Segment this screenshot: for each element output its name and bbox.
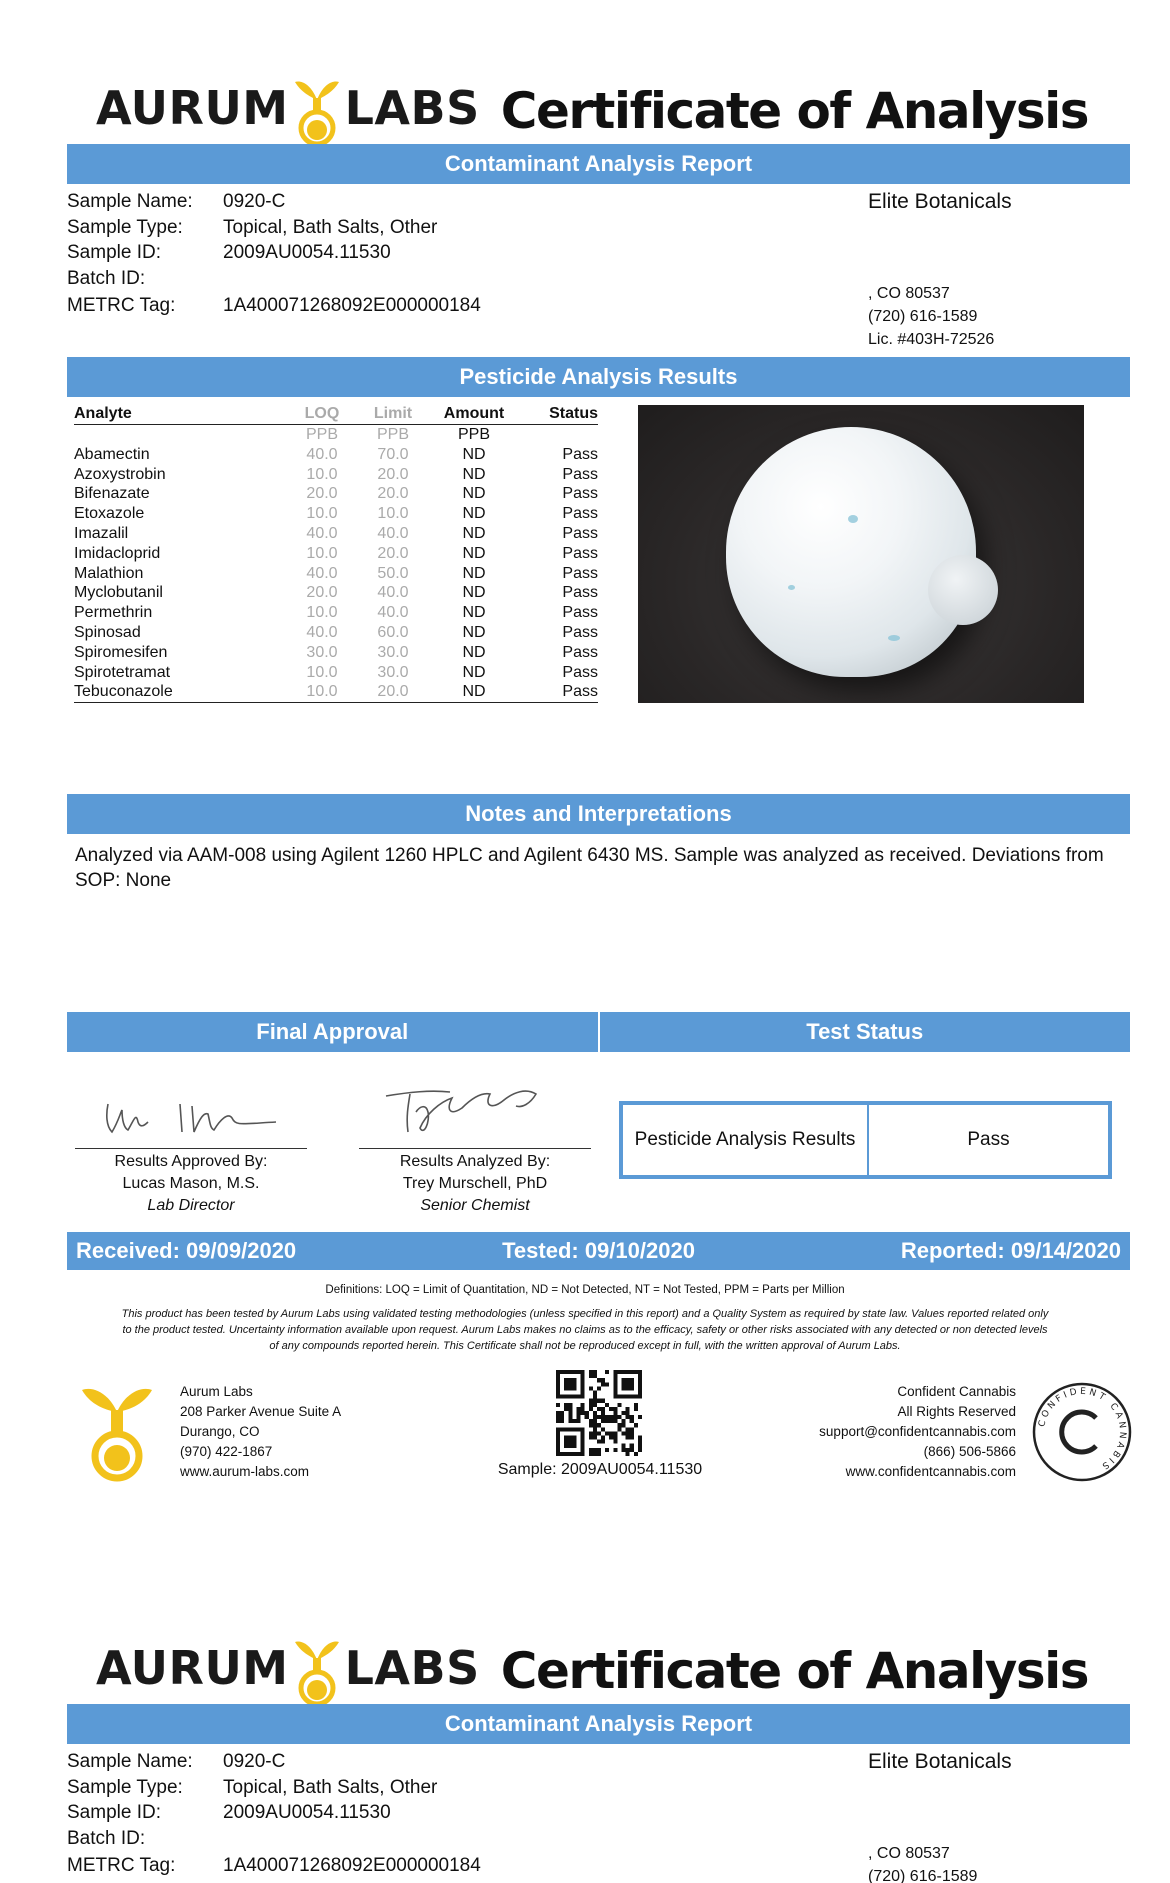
analyte-cell: Etoxazole [74,505,145,523]
bath-bomb-bump [928,555,998,625]
sample-id-label: Sample ID: [67,242,161,263]
amount-cell: ND [424,682,524,702]
lab-street: 208 Parker Avenue Suite A [180,1404,342,1419]
amount-cell: ND [462,643,486,661]
limit-cell: 20.0 [377,544,409,562]
table-row [74,623,598,643]
analyte-cell: Spiromesifen [74,643,168,661]
notes-bar: Notes and Interpretations [67,794,1130,834]
logo-text-left: AURUM [96,81,289,135]
limit-cell: 40.0 [377,524,409,542]
loq-cell: 20.0 [306,584,338,602]
limit-cell: 50.0 [377,564,409,582]
table-row [74,682,598,702]
status-cell: Pass [524,682,598,702]
status-cell: Pass [562,623,598,641]
definitions: Definitions: LOQ = Limit of Quantitation, ND = Not Detected, NT = Not Tested, PPM = Parts per Million [325,1284,845,1296]
partner-web[interactable]: www.confidentcannabis.com [845,1464,1016,1479]
amount-cell: ND [462,524,486,542]
tested-date: Tested: 09/10/2020 [502,1238,695,1263]
analyte-cell: Permethrin [74,604,153,622]
col-analyte: Analyte [74,404,282,425]
amount-cell: ND [462,663,486,681]
table-row [74,583,598,603]
client-phone: (720) 616-1589 [868,1868,978,1883]
loq-cell: 10.0 [306,465,338,483]
analyst-signature [380,1082,580,1142]
col-amount: Amount [424,404,524,425]
partner-contact [819,1382,1016,1482]
client-name-2: Elite Botanicals [868,1750,1012,1773]
certificate-title: Certificate of Analysis [500,82,1088,140]
confident-cannabis-seal-icon [1032,1382,1132,1482]
amount-cell: ND [462,584,486,602]
sample-id-label: Sample ID: [67,1802,161,1823]
aurum-flask-logo-icon [80,1382,154,1482]
table-row [74,484,598,504]
pesticide-results-bar: Pesticide Analysis Results [67,357,1130,397]
svg-text:CONFIDENT CANNABIS: CONFIDENT CANNABIS [1037,1386,1128,1473]
amount-cell: ND [462,544,486,562]
col-loq: LOQ [282,404,362,425]
client-city: , CO 80537 [868,285,950,302]
sample-name: 0920-C [223,1751,286,1772]
approver-signature [100,1092,290,1140]
reported-date: Reported: 09/14/2020 [900,1238,1121,1263]
partner-phone: (866) 506-5866 [923,1444,1016,1459]
aurum-labs-logo [96,68,480,148]
status-cell: Pass [562,465,598,483]
table-row [74,643,598,663]
speck [848,515,858,523]
client-phone: (720) 616-1589 [868,308,978,325]
lab-web[interactable]: www.aurum-labs.com [180,1464,310,1479]
limit-cell: 10.0 [377,505,409,523]
analyte-cell: Imazalil [74,524,129,542]
sample-id: 2009AU0054.11530 [223,1802,391,1823]
analyte-cell: Malathion [74,564,144,582]
contaminant-report-bar-2: Contaminant Analysis Report [67,1704,1130,1744]
status-cell: Pass [562,663,598,681]
status-cell: Pass [562,445,598,463]
limit-cell: 30.0 [377,663,409,681]
loq-cell: 10.0 [282,682,362,702]
amount-cell: ND [462,445,486,463]
lab-phone: (970) 422-1867 [180,1444,273,1459]
flask-sprout-icon [293,1630,341,1706]
lab-contact [180,1382,341,1482]
limit-cell: 40.0 [377,584,409,602]
sample-info-2 [67,1749,481,1879]
amount-cell: ND [462,623,486,641]
analyte-cell: Tebuconazole [74,682,282,702]
contaminant-report-bar: Contaminant Analysis Report [67,144,1130,184]
metrc-tag: 1A400071268092E000000184 [223,1855,481,1876]
sample-type: Topical, Bath Salts, Other [223,216,438,238]
table-row [74,603,598,623]
partner-name: Confident Cannabis [897,1384,1016,1399]
status-cell: Pass [562,505,598,523]
sample-id: 2009AU0054.11530 [223,242,391,263]
table-row [74,465,598,485]
approver-label: Results Approved By: [114,1153,268,1170]
status-cell: Pass [562,485,598,503]
logo-text-right: LABS [344,81,480,135]
col-status: Status [524,404,598,425]
loq-cell: 20.0 [306,485,338,503]
table-row [74,564,598,584]
loq-cell: 10.0 [306,544,338,562]
limit-cell: 70.0 [377,445,409,463]
test-status-box [619,1101,1112,1179]
qr-code-icon[interactable] [556,1370,642,1456]
status-cell: Pass [562,643,598,661]
approver-block [75,1151,307,1217]
analyte-cell: Spinosad [74,623,141,641]
sample-photo [638,405,1084,703]
bath-bomb-image [726,427,976,677]
amount-cell: ND [462,604,486,622]
amount-cell: ND [462,505,486,523]
status-test-name: Pesticide Analysis Results [623,1105,869,1175]
certificate-title-2: Certificate of Analysis [500,1642,1088,1700]
analyst-label: Results Analyzed By: [399,1153,551,1170]
analyte-cell: Abamectin [74,445,150,463]
metrc-tag-label: METRC Tag: [67,295,176,316]
client-city: , CO 80537 [868,1845,950,1862]
loq-cell: 40.0 [306,564,338,582]
unit-loq: PPB [305,426,338,443]
qr-sample-caption: Sample: 2009AU0054.11530 [497,1461,703,1478]
table-row [74,524,598,544]
sample-type: Topical, Bath Salts, Other [223,1776,438,1798]
sample-name-label: Sample Name: [67,1751,193,1772]
client-address-2 [868,1842,977,1883]
analyte-cell: Spirotetramat [74,663,171,681]
metrc-tag-label: METRC Tag: [67,1855,176,1876]
loq-cell: 40.0 [306,524,338,542]
analyst-block [359,1151,591,1217]
approver-role: Lab Director [147,1197,235,1214]
analyte-cell: Bifenazate [74,485,150,503]
metrc-tag: 1A400071268092E000000184 [223,295,481,316]
loq-cell: 30.0 [306,643,338,661]
received-date: Received: 09/09/2020 [76,1238,297,1263]
approver-name: Lucas Mason, M.S. [122,1175,260,1192]
logo-text-left-2: AURUM [96,1641,289,1695]
loq-cell: 10.0 [306,505,338,523]
client-license: Lic. #403H-72526 [868,331,995,348]
dates-bar [67,1232,1130,1270]
col-limit: Limit [362,404,424,425]
notes-text: Analyzed via AAM-008 using Agilent 1260 HPLC and Agilent 6430 MS. Sample was analyzed as received. Deviations from SOP: None [75,845,1104,891]
test-status-bar: Test Status [600,1012,1131,1052]
analyst-name: Trey Murschell, PhD [402,1175,548,1192]
analyte-cell: Myclobutanil [74,584,163,602]
limit-cell: 20.0 [362,682,424,702]
status-cell: Pass [562,544,598,562]
sample-name-label: Sample Name: [67,191,193,212]
status-result: Pass [967,1129,1010,1150]
approval-status-bar [67,1012,1130,1052]
table-row [74,544,598,564]
table-row [74,504,598,524]
batch-id-label: Batch ID: [67,267,146,289]
coa-page-2 [0,1560,1170,1883]
lab-city: Durango, CO [180,1424,260,1439]
loq-cell: 10.0 [306,663,338,681]
lab-name: Aurum Labs [180,1384,253,1399]
flask-sprout-icon [293,70,341,146]
amount-cell: ND [462,465,486,483]
table-row [74,663,598,683]
pesticide-table [74,404,598,703]
client-name: Elite Botanicals [868,190,1012,213]
speck [888,635,900,641]
analyst-signature-line [359,1148,591,1149]
unit-limit: PPB [376,426,409,443]
sample-type-label: Sample Type: [67,1776,183,1798]
loq-cell: 40.0 [306,445,338,463]
status-cell: Pass [562,584,598,602]
sample-type-label: Sample Type: [67,216,183,238]
limit-cell: 40.0 [377,604,409,622]
sample-info [67,189,481,319]
logo-text-right-2: LABS [344,1641,480,1695]
amount-cell: ND [462,564,486,582]
analyte-cell: Azoxystrobin [74,465,166,483]
status-cell: Pass [562,564,598,582]
final-approval-bar: Final Approval [67,1012,598,1052]
limit-cell: 60.0 [377,623,409,641]
aurum-labs-logo-2 [96,1628,480,1708]
status-cell: Pass [562,524,598,542]
approver-signature-line [75,1148,307,1149]
status-cell: Pass [562,604,598,622]
client-address [868,282,994,351]
speck [788,585,795,590]
partner-email[interactable]: support@confidentcannabis.com [819,1424,1016,1439]
sample-name: 0920-C [223,191,286,212]
disclaimer: This product has been tested by Aurum Labs using validated testing methodologies (unless specified in this report) and a Quality System as required by state law. Values reported related only to the product tested. Uncertainty information available upon request. Aurum Labs makes no claims as to the efficacy, safety or other risks associated with any detected or non detected levels of any compounds reported herein. This Certificate shall not be reproduced except in full, with the written approval of Aurum Labs. [121,1308,1049,1352]
batch-id-label: Batch ID: [67,1827,146,1849]
loq-cell: 10.0 [306,604,338,622]
unit-amount: PPB [457,426,490,443]
table-row [74,445,598,465]
amount-cell: ND [462,485,486,503]
analyst-role: Senior Chemist [420,1197,530,1214]
limit-cell: 30.0 [377,643,409,661]
loq-cell: 40.0 [306,623,338,641]
limit-cell: 20.0 [377,485,409,503]
partner-rights: All Rights Reserved [897,1404,1016,1419]
analyte-cell: Imidacloprid [74,544,161,562]
limit-cell: 20.0 [377,465,409,483]
